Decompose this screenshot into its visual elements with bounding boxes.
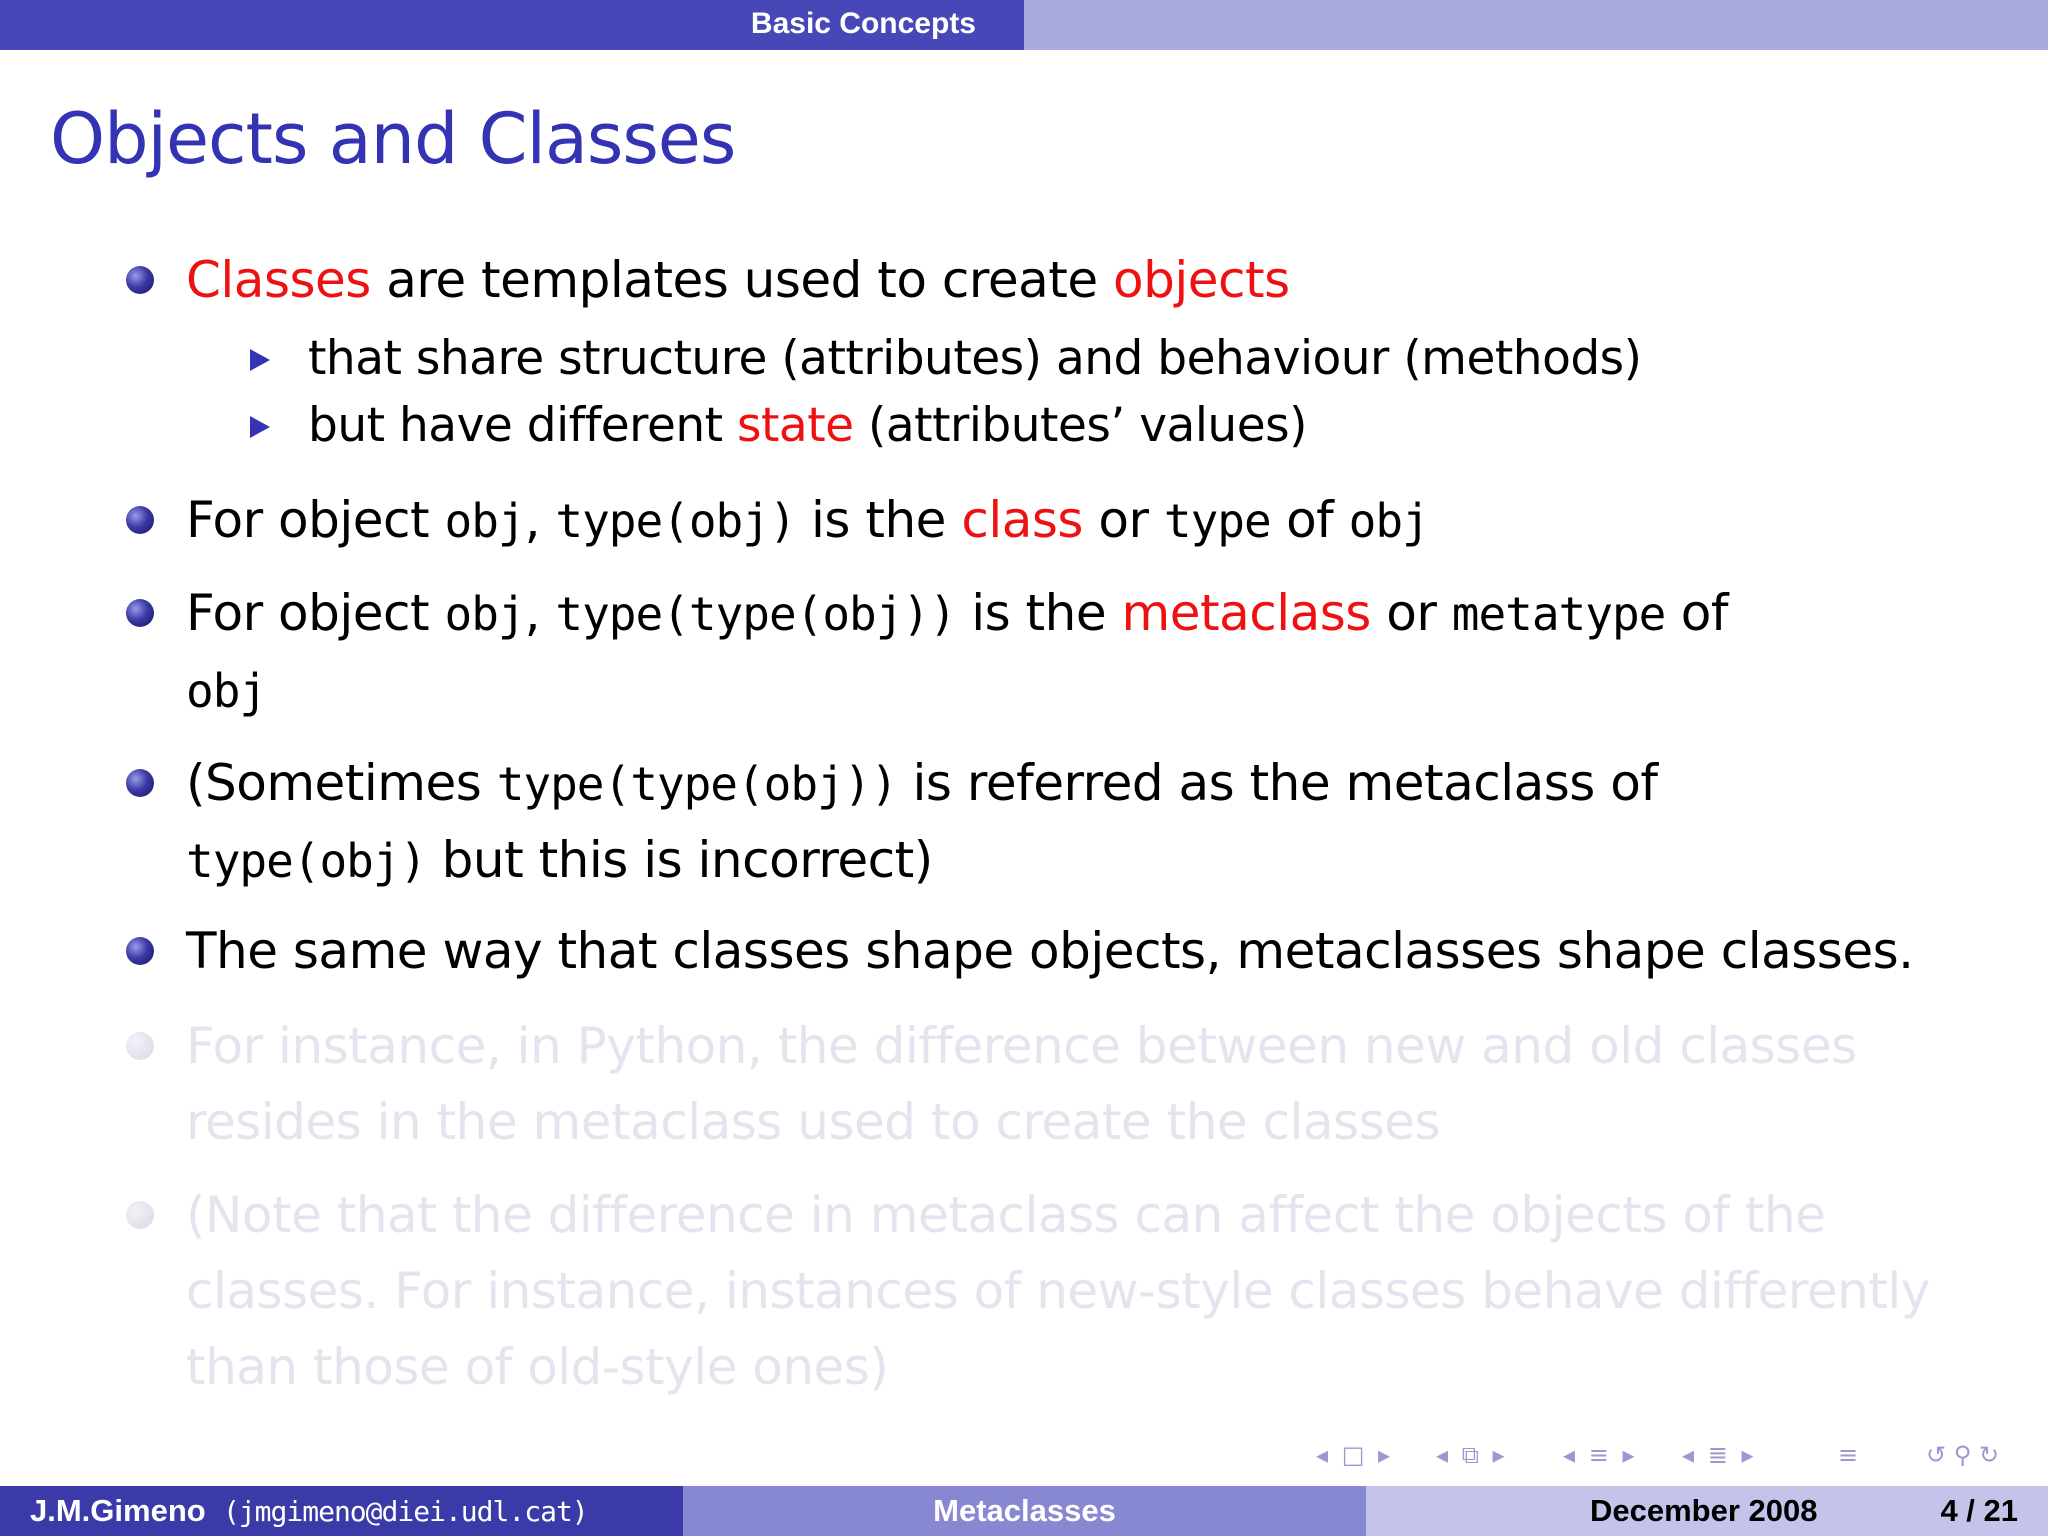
bullet-text: The same way that classes shape objects, metaclasses shape classes. [186, 922, 1914, 980]
code-obj: obj [186, 664, 267, 718]
bullet-ball-icon [126, 266, 154, 294]
code-type: type [1163, 494, 1271, 548]
bullet-ball-icon [126, 1201, 154, 1229]
bullet-text: are templates used to create [370, 251, 1113, 309]
subsection-icon[interactable]: ⧉ [1461, 1441, 1479, 1469]
bullet-text: For object [186, 584, 445, 642]
header-bar [0, 0, 2048, 50]
bullet-text: is referred as the metaclass of [897, 754, 1658, 812]
page-counter: 4 / 21 [1940, 1493, 2018, 1528]
bullet-text: is the [955, 584, 1122, 642]
nav-search-group [1926, 1438, 1999, 1472]
section-icon[interactable]: ≡ [1588, 1441, 1609, 1469]
bullet-text: resides in the metaclass used to create the classes [186, 1093, 1440, 1151]
bullet-text: , [524, 584, 556, 642]
highlight-classes: Classes [186, 251, 371, 309]
footer-talk-title[interactable]: Metaclasses [683, 1486, 1366, 1536]
triangle-bullet-icon [250, 349, 270, 371]
bullet-text: For object [186, 491, 445, 549]
bullet-item-4 [186, 745, 1986, 899]
code-obj: obj [444, 494, 525, 548]
bullet-ball-icon [126, 769, 154, 797]
sub-item-2 [308, 393, 2008, 459]
bullet-item-1 [186, 242, 1986, 318]
bullet-text: or [1082, 491, 1164, 549]
frame-icon[interactable]: □ [1341, 1441, 1365, 1469]
bullet-ball-icon [126, 1032, 154, 1060]
bullet-text: (Sometimes [186, 754, 497, 812]
sub-item-1 [308, 326, 2008, 392]
bullet-item-5 [186, 913, 1986, 989]
forward-icon[interactable]: ↻ [1978, 1441, 2000, 1469]
search-icon[interactable]: ⚲ [1953, 1441, 1972, 1469]
bullet-text: For instance, in Python, the difference between new and old classes [186, 1017, 1857, 1075]
nav-subsection-group [1436, 1438, 1505, 1472]
bullet-item-2 [186, 482, 1986, 559]
back-icon[interactable]: ↺ [1926, 1441, 1947, 1469]
bullet-text: of [1665, 584, 1728, 642]
nav-section-group [1563, 1438, 1634, 1472]
author-name: J.M.Gimeno [30, 1493, 206, 1528]
nav-next-arrow-icon[interactable]: ▸ [1741, 1441, 1754, 1469]
nav-prev-arrow-icon[interactable]: ◂ [1563, 1441, 1576, 1469]
highlight-metaclass: metaclass [1121, 584, 1371, 642]
code-obj: obj [1348, 494, 1429, 548]
bullet-item-6-faded [186, 1008, 1986, 1160]
code-metatype: metatype [1451, 587, 1666, 641]
slide-title: Objects and Classes [50, 98, 736, 180]
bullet-item-3 [186, 575, 1986, 729]
sub-text: (attributes’ values) [853, 398, 1307, 453]
section-title[interactable]: Basic Concepts [0, 0, 1024, 50]
bullet-ball-icon [126, 937, 154, 965]
code-type-type-obj: type(type(obj)) [496, 757, 898, 811]
highlight-class: class [961, 491, 1083, 549]
bullet-text: of [1270, 491, 1349, 549]
bullet-ball-icon [126, 599, 154, 627]
highlight-objects: objects [1113, 251, 1290, 309]
bullet-text: classes. For instance, instances of new-style classes behave differently [186, 1262, 1930, 1320]
nav-frame-group [1316, 1438, 1390, 1472]
align-icon[interactable]: ≡ [1838, 1441, 1859, 1469]
bullet-text: or [1370, 584, 1452, 642]
bullet-text: , [524, 491, 556, 549]
sub-text: that share structure (attributes) and behaviour (methods) [308, 331, 1642, 386]
triangle-bullet-icon [250, 416, 270, 438]
nav-prev-arrow-icon[interactable]: ◂ [1682, 1441, 1695, 1469]
author-email: (jmgimeno@diei.udl.cat) [222, 1495, 588, 1528]
sub-text: but have different [308, 398, 738, 453]
nav-toc-group [1682, 1438, 1753, 1472]
code-type-type-obj: type(type(obj)) [555, 587, 956, 641]
bullet-text: (Note that the difference in metaclass can affect the objects of the [186, 1186, 1826, 1244]
toc-icon[interactable]: ≣ [1707, 1441, 1728, 1469]
footer-author-section[interactable] [0, 1486, 683, 1536]
code-type-obj: type(obj) [186, 834, 427, 888]
footer-date: December 2008 [1590, 1493, 1818, 1528]
nav-next-arrow-icon[interactable]: ▸ [1492, 1441, 1505, 1469]
nav-next-arrow-icon[interactable]: ▸ [1378, 1441, 1391, 1469]
bullet-text: is the [795, 491, 962, 549]
nav-next-arrow-icon[interactable]: ▸ [1622, 1441, 1635, 1469]
code-obj: obj [444, 587, 525, 641]
highlight-state: state [737, 398, 854, 453]
bullet-text: but this is incorrect) [426, 831, 933, 889]
nav-prev-arrow-icon[interactable]: ◂ [1436, 1441, 1449, 1469]
bullet-text: than those of old-style ones) [186, 1338, 889, 1396]
nav-prev-arrow-icon[interactable]: ◂ [1316, 1441, 1329, 1469]
footer-date-section [1366, 1486, 2048, 1536]
bullet-item-7-faded [186, 1177, 1986, 1405]
footer-bar [0, 1486, 2048, 1536]
code-type-obj: type(obj) [555, 494, 796, 548]
bullet-ball-icon [126, 506, 154, 534]
